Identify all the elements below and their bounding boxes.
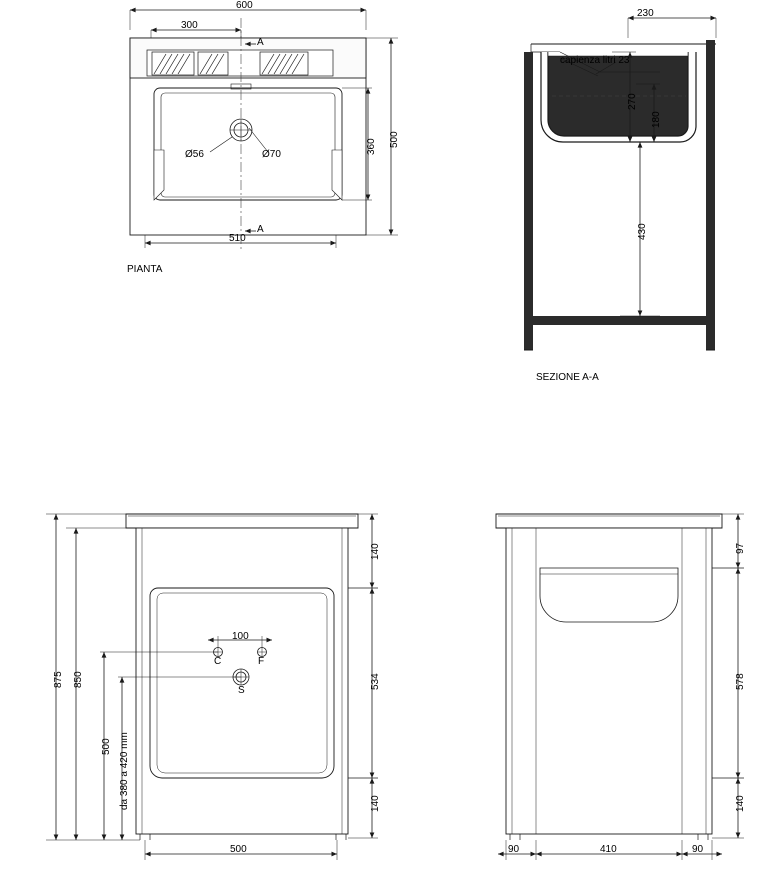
side-elevation — [496, 514, 744, 860]
dim-section-leg-height: 430 — [637, 223, 648, 240]
dim-front-total-height: 875 — [53, 671, 64, 688]
label-hole-diameter-70: Ø70 — [262, 149, 281, 160]
dim-section-inner-bowl-depth: 180 — [651, 111, 662, 128]
label-drain: S — [238, 685, 245, 696]
dim-side-middle: 410 — [600, 844, 617, 855]
dim-front-tap-height: 500 — [101, 738, 112, 755]
dim-front-width: 500 — [230, 844, 247, 855]
dim-side-bottom-band: 140 — [735, 795, 746, 812]
label-tap-cold: C — [214, 656, 222, 667]
dim-plan-inner-depth: 360 — [366, 138, 377, 155]
dim-plan-left-offset: 300 — [181, 20, 198, 31]
label-height-range: da 380 a 420 mm — [119, 732, 130, 810]
dim-side-body-height: 578 — [735, 673, 746, 690]
dim-front-body-height: 850 — [73, 671, 84, 688]
front-elevation — [46, 514, 378, 860]
dim-front-top-band: 140 — [370, 543, 381, 560]
plan-view — [130, 10, 398, 252]
dim-front-bowl-height: 534 — [370, 673, 381, 690]
dim-front-bottom-band: 140 — [370, 795, 381, 812]
dim-side-right-foot: 90 — [692, 844, 704, 855]
dim-side-top-band: 97 — [735, 542, 746, 554]
section-view — [524, 18, 716, 350]
section-marker-top: A — [257, 37, 264, 48]
dim-front-tap-spacing: 100 — [232, 631, 249, 642]
view-title-section: SEZIONE A-A — [536, 372, 599, 383]
label-capacity: capienza litri 23 — [560, 55, 630, 66]
dim-section-depth: 230 — [637, 8, 654, 19]
dim-plan-overall-depth: 500 — [389, 131, 400, 148]
dim-side-left-foot: 90 — [508, 844, 520, 855]
dim-plan-overall-width: 600 — [236, 0, 253, 11]
label-hole-diameter-56: Ø56 — [185, 149, 204, 160]
dim-plan-inner-width: 510 — [229, 233, 246, 244]
dim-section-bowl-depth: 270 — [627, 93, 638, 110]
label-tap-hot: F — [258, 656, 265, 667]
view-title-plan: PIANTA — [127, 264, 163, 275]
section-marker-bottom: A — [257, 224, 264, 235]
